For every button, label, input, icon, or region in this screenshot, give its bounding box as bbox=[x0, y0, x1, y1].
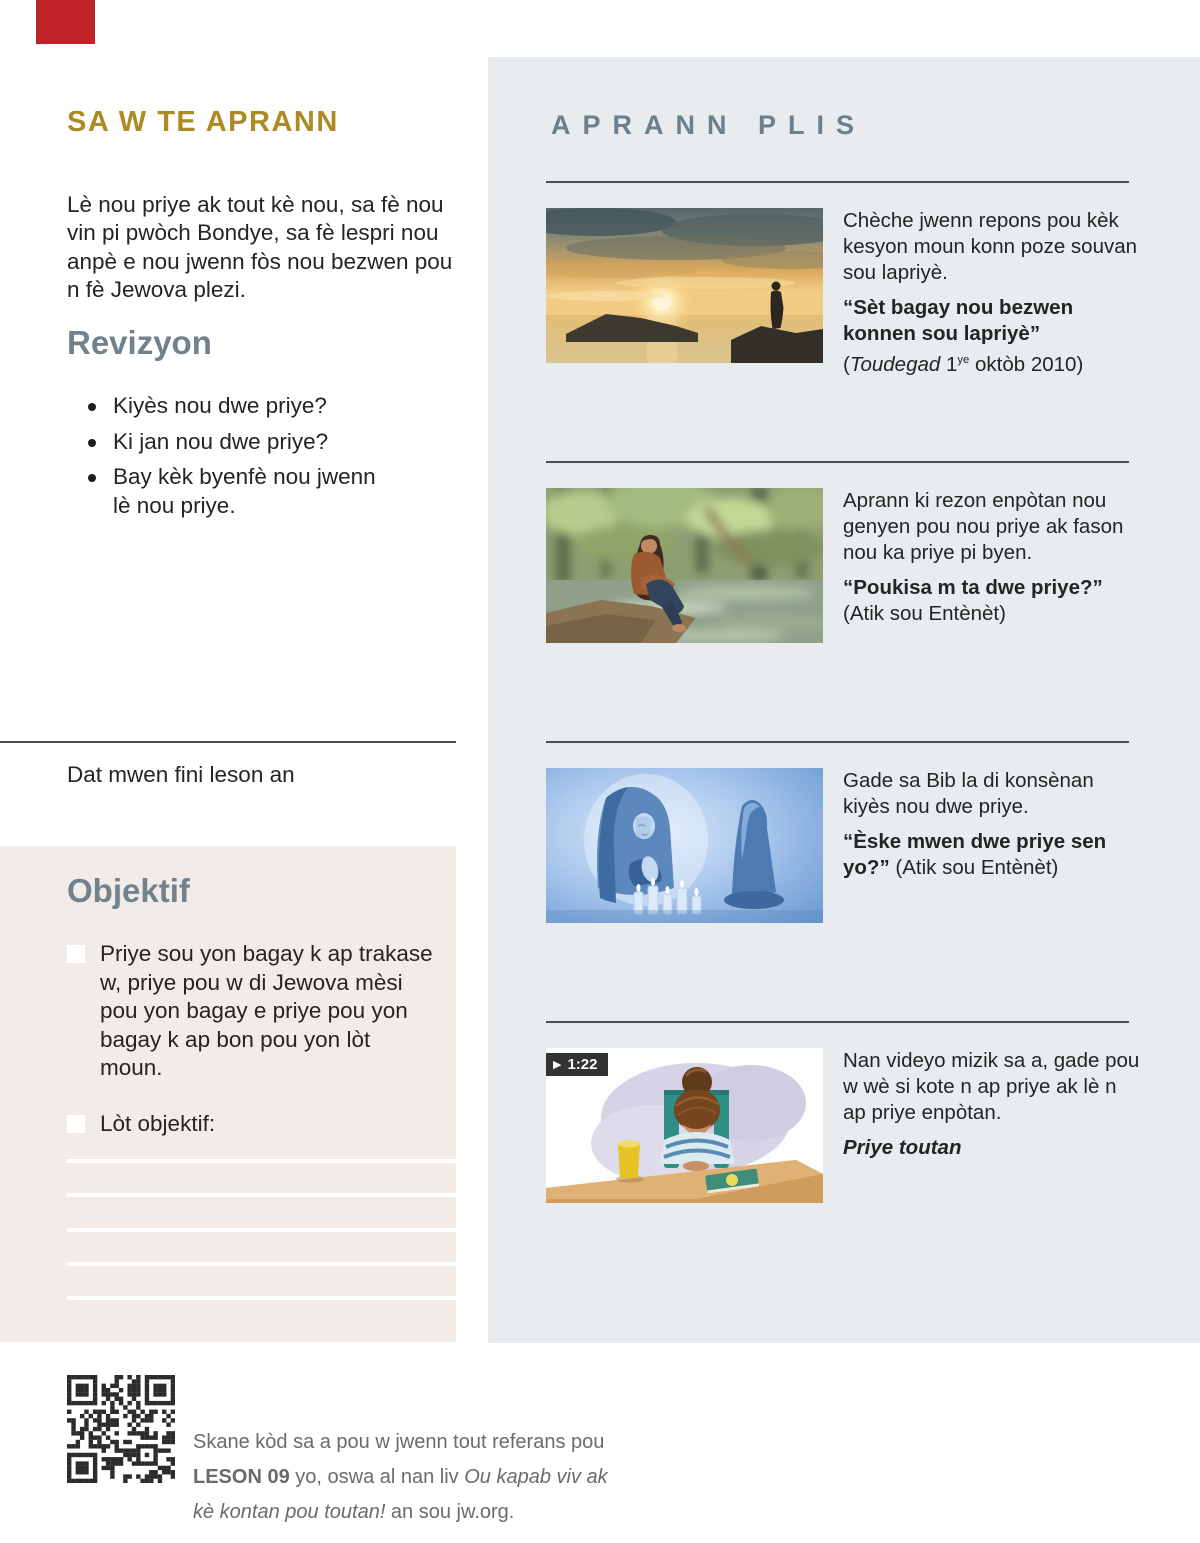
item-text bbox=[843, 488, 1143, 643]
writing-line[interactable] bbox=[67, 1296, 456, 1300]
item-title-link[interactable]: “Sèt bagay nou bezwen konnen sou lapriyè” bbox=[843, 296, 1074, 345]
caption-text: Skane kòd sa a pou w jwenn tout referans pou bbox=[193, 1431, 605, 1453]
play-icon: ▶ bbox=[553, 1059, 562, 1071]
caption-book-title: Ou kapab viv ak kè kontan pou toutan! bbox=[193, 1466, 608, 1523]
video-title-link[interactable]: Priye toutan bbox=[843, 1136, 962, 1159]
learn-more-item bbox=[546, 1048, 1143, 1203]
bullet-text: Bay kèk byenfè nou jwenn lè nou priye. bbox=[113, 464, 376, 518]
item-description: Gade sa Bib la di konsènan kiyès nou dwe priye. bbox=[843, 769, 1094, 818]
writing-line[interactable] bbox=[67, 1262, 456, 1266]
item-description: Aprann ki rezon enpòtan nou genyen pou nou priye ak fason nou ka priye pi byen. bbox=[843, 489, 1124, 564]
ref-text: oktòb 2010) bbox=[969, 352, 1084, 376]
divider bbox=[546, 181, 1129, 183]
writing-line[interactable] bbox=[67, 1193, 456, 1197]
goal-text: Lòt objektif: bbox=[100, 1111, 216, 1136]
praying-woman-blue-illustration[interactable] bbox=[546, 768, 823, 923]
list-item bbox=[88, 392, 398, 421]
ref-text: 1 bbox=[940, 352, 958, 376]
divider bbox=[546, 461, 1129, 463]
ref-superscript: ye bbox=[957, 354, 970, 366]
learn-more-item bbox=[546, 768, 1143, 923]
lesson-summary-paragraph: Lè nou priye ak tout kè nou, sa fè nou vin pi pwòch Bondye, sa fè lespri nou anpè e nou jwenn fòs nou bezwen pou n fè Jewova plezi. bbox=[67, 191, 453, 302]
completion-date-label: Dat mwen fini leson an bbox=[67, 762, 295, 787]
learn-more-item bbox=[546, 208, 1143, 378]
ref-source-italic: Toudegad bbox=[849, 352, 941, 376]
review-bullet-list bbox=[88, 392, 398, 527]
review-heading: Revizyon bbox=[67, 324, 212, 361]
item-title-link[interactable]: “Èske mwen dwe priye sen yo?” bbox=[843, 830, 1107, 879]
goal-checkbox[interactable] bbox=[67, 1115, 85, 1133]
bullet-icon bbox=[88, 403, 96, 411]
video-duration-badge bbox=[546, 1053, 608, 1076]
goal-item bbox=[67, 940, 437, 1083]
item-title-link[interactable]: “Poukisa m ta dwe priye?” bbox=[843, 576, 1103, 599]
divider bbox=[546, 1021, 1129, 1023]
goals-panel bbox=[0, 846, 456, 1342]
divider bbox=[546, 741, 1129, 743]
video-duration: 1:22 bbox=[567, 1056, 598, 1073]
bullet-text: Ki jan nou dwe priye? bbox=[113, 428, 329, 454]
item-reference: (Atik sou Entènèt) bbox=[889, 856, 1059, 879]
sunset-sea-person-image[interactable] bbox=[546, 208, 823, 363]
goal-checkbox[interactable] bbox=[67, 945, 85, 963]
bullet-icon bbox=[88, 474, 96, 482]
item-text bbox=[843, 768, 1143, 923]
goal-item bbox=[67, 1110, 437, 1139]
section-heading-sa-w-te-aprann: SA W TE APRANN bbox=[67, 106, 339, 138]
item-description: Chèche jwenn repons pou kèk kesyon moun konn poze souvan sou lapriyè. bbox=[843, 209, 1138, 284]
bullet-text: Kiyès nou dwe priye? bbox=[113, 393, 327, 418]
item-text bbox=[843, 208, 1143, 378]
qr-code bbox=[67, 1375, 175, 1483]
goal-text: Priye sou yon bagay k ap trakase w, priye pou w di Jewova mèsi pou yon bagay e priye pou yon bagay k ap bon pou yon lòt moun. bbox=[100, 941, 433, 1080]
woman-by-river-image[interactable] bbox=[546, 488, 823, 643]
item-reference: (Atik sou Entènèt) bbox=[843, 602, 1006, 625]
learn-more-heading: APRANN PLIS bbox=[551, 110, 867, 140]
item-description: Nan videyo mizik sa a, gade pou w wè si kote n ap priye ak lè n ap priye enpòtan. bbox=[843, 1049, 1140, 1124]
goals-heading: Objektif bbox=[67, 872, 190, 909]
caption-lesson-number: LESON 09 bbox=[193, 1466, 290, 1488]
list-item bbox=[88, 428, 398, 457]
video-thumbnail-child-praying[interactable] bbox=[546, 1048, 823, 1203]
list-item bbox=[88, 463, 398, 520]
divider bbox=[0, 741, 456, 743]
ref-text: ( bbox=[843, 352, 850, 376]
caption-text: yo, oswa al nan liv bbox=[289, 1466, 465, 1488]
writing-line[interactable] bbox=[67, 1228, 456, 1232]
page-corner-red-tab bbox=[36, 0, 95, 44]
qr-caption bbox=[193, 1425, 617, 1530]
item-text bbox=[843, 1048, 1143, 1203]
bullet-icon bbox=[88, 439, 96, 447]
learn-more-item bbox=[546, 488, 1143, 643]
item-reference bbox=[843, 347, 1143, 378]
writing-line[interactable] bbox=[67, 1159, 456, 1163]
caption-text: an sou jw.org. bbox=[385, 1501, 515, 1523]
